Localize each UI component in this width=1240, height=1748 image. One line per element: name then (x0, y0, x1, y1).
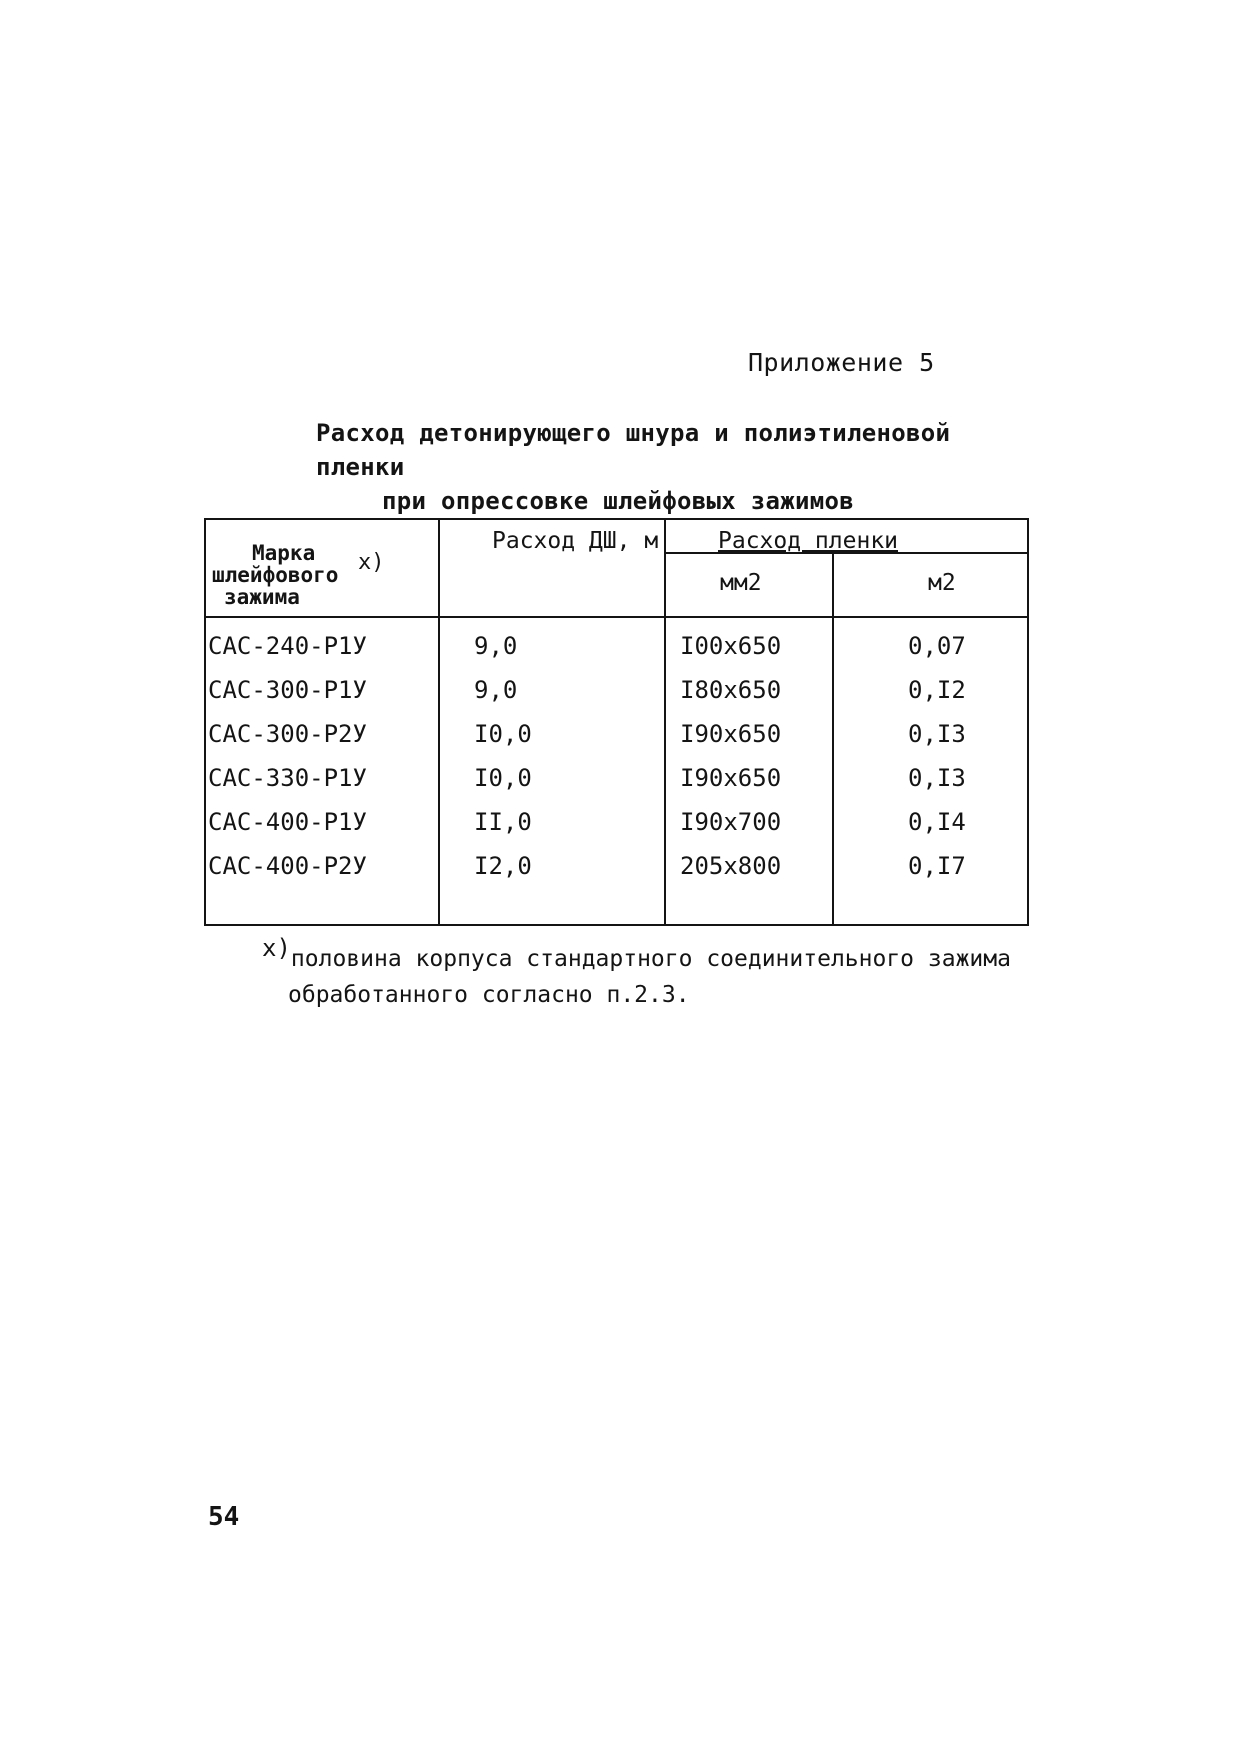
table-row (206, 632, 1027, 676)
cell-dsh: I0,0 (474, 720, 532, 748)
cell-marka: САС-400-Р2У (208, 852, 367, 880)
cell-marka: САС-240-Р1У (208, 632, 367, 660)
footnote (262, 934, 1011, 1013)
cell-dsh: 9,0 (474, 676, 518, 704)
header-marka-line-3: зажима (224, 585, 300, 609)
footnote-line-1 (262, 934, 1011, 977)
cell-mm2: I90x650 (680, 720, 782, 748)
header-mm2: мм2 (720, 570, 762, 596)
cell-m2: 0,I7 (908, 852, 966, 880)
cell-mm2: I90x700 (680, 808, 782, 836)
cell-dsh: II,0 (474, 808, 532, 836)
cell-mm2: I00x650 (680, 632, 782, 660)
header-marka (212, 542, 338, 608)
table-row (206, 852, 1027, 896)
footnote-marker: x) (262, 934, 291, 962)
footnote-text-1: половина корпуса стандартного соединительного зажима (290, 946, 1011, 972)
cell-m2: 0,I4 (908, 808, 966, 836)
cell-m2: 0,I3 (908, 764, 966, 792)
table-row (206, 676, 1027, 720)
page-number: 54 (208, 1502, 240, 1532)
cell-marka: САС-400-Р1У (208, 808, 367, 836)
cell-marka: САС-330-Р1У (208, 764, 367, 792)
cell-mm2: 205x800 (680, 852, 782, 880)
header-footnote-marker: x) (358, 550, 385, 575)
header-film: Расход пленки (718, 528, 899, 554)
header-dsh: Расход ДШ, м (492, 528, 659, 554)
table-row (206, 720, 1027, 764)
cell-m2: 0,I3 (908, 720, 966, 748)
header-m2: м2 (928, 570, 956, 596)
document-title (316, 416, 1016, 518)
cell-m2: 0,07 (908, 632, 966, 660)
title-line-1: Расход детонирующего шнура и полиэтиленовой пленки (316, 419, 951, 481)
header-marka-line-1: Марка (252, 541, 316, 565)
cell-m2: 0,I2 (908, 676, 966, 704)
cell-mm2: I90x650 (680, 764, 782, 792)
header-marka-line-2: шлейфового (212, 563, 339, 587)
cell-dsh: I0,0 (474, 764, 532, 792)
title-line-2: при опрессовке шлейфовых зажимов (382, 487, 854, 515)
cell-dsh: I2,0 (474, 852, 532, 880)
appendix-label: Приложение 5 (748, 348, 935, 377)
cell-dsh: 9,0 (474, 632, 518, 660)
cell-marka: САС-300-Р1У (208, 676, 367, 704)
consumption-table (204, 518, 1029, 926)
cell-marka: САС-300-Р2У (208, 720, 367, 748)
table-row (206, 808, 1027, 852)
table-divider (206, 616, 1027, 618)
table-row (206, 764, 1027, 808)
footnote-line-2: обработанного согласно п.2.3. (288, 982, 690, 1008)
cell-mm2: I80x650 (680, 676, 782, 704)
